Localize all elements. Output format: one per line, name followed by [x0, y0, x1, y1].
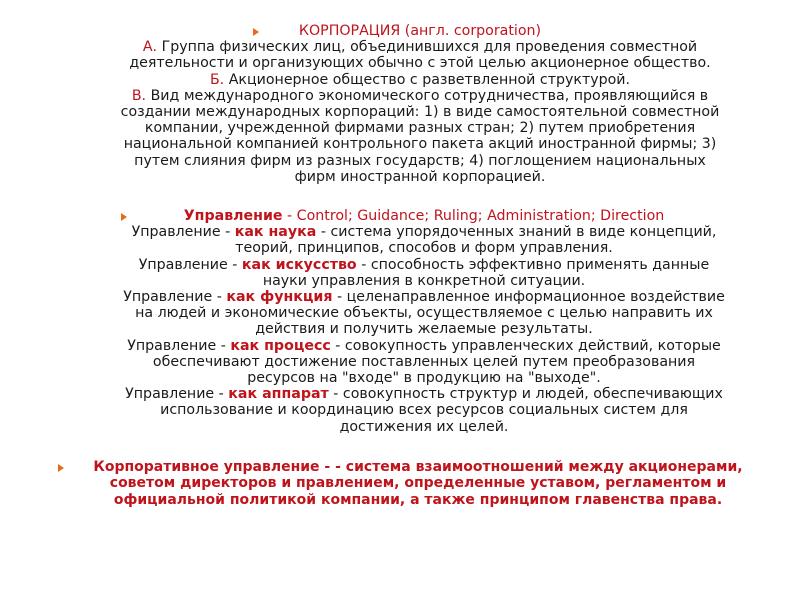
management-process-line3: ресурсов на "входе" в продукцию на "выходе". — [247, 370, 601, 387]
prefix: Управление - — [131, 224, 235, 241]
management-apparatus-line1 — [68, 386, 780, 402]
corporation-title-line — [70, 23, 770, 39]
management-title-line — [68, 208, 780, 224]
management-function-line2: на людей и экономические объекты, осуществляемое с целью направить их — [135, 305, 713, 322]
corporation-c-line4: национальной компанией контрольного пакета акций иностранной фирмы; 3) — [123, 136, 717, 153]
c-text-1: Вид международного экономического сотрудничества, проявляющийся в — [146, 87, 709, 104]
management-art-line1 — [68, 257, 780, 273]
governance-line1: Корпоративное управление - - система взаимоотношений между акционерами, — [93, 459, 743, 475]
process-text-1: - совокупность управленческих действий, которые — [330, 337, 721, 354]
key-science: как наука — [234, 224, 317, 241]
management-apparatus-line3: достижения их целей. — [339, 418, 509, 435]
corporation-origin: англ. corporation) — [410, 23, 542, 39]
management-science-line2: теорий, принципов, способов и форм управления. — [235, 240, 613, 257]
management-term: Управление — [183, 208, 283, 224]
corporation-c-line6: фирм иностранной корпорацией. — [294, 168, 546, 185]
corporation-b-line1 — [70, 72, 770, 88]
management-process-line1 — [68, 338, 780, 354]
prefix: Управление - — [125, 386, 229, 403]
prefix: Управление - — [127, 337, 231, 354]
key-apparatus: как аппарат — [228, 386, 329, 403]
corporation-c-line1 — [70, 88, 770, 104]
prefix: Управление - — [123, 289, 227, 306]
management-function-line1 — [68, 289, 780, 305]
key-function: как функция — [226, 289, 333, 306]
management-art-line2: науки управления в конкретной ситуации. — [262, 272, 586, 289]
b-text-1: Акционерное общество с разветвленной структурой. — [224, 71, 631, 88]
management-translation: - Control; Guidance; Ruling; Administration; Direction — [282, 208, 665, 224]
governance-line2: советом директоров и правлением, определенные уставом, регламентом и — [109, 475, 727, 492]
corporation-term: КОРПОРАЦИЯ ( — [298, 23, 411, 39]
definition-corporation — [70, 23, 770, 185]
management-apparatus-line2: использование и координацию всех ресурсов социальных систем для — [160, 402, 688, 419]
key-art: как искусство — [241, 256, 357, 273]
science-text-1: - система упорядоченных знаний в виде концепций, — [316, 224, 717, 241]
marker-a: А. — [142, 39, 158, 56]
bullet-arrow-icon — [58, 464, 64, 472]
marker-c: В. — [131, 87, 147, 104]
management-science-line1 — [68, 224, 780, 240]
corporation-c-line3: компании, учрежденной фирмами разных стран; 2) путем приобретения — [144, 120, 696, 137]
marker-b: Б. — [209, 71, 225, 88]
art-text-1: - способность эффективно применять данные — [356, 256, 710, 273]
prefix: Управление - — [138, 256, 242, 273]
corporation-a-line1 — [70, 39, 770, 55]
management-process-line2: обеспечивают достижение поставленных целей путем преобразования — [152, 353, 696, 370]
apparatus-text-1: - совокупность структур и людей, обеспечивающих — [328, 386, 723, 403]
management-function-line3: действия и получить желаемые результаты. — [255, 321, 593, 338]
corporation-c-line5: путем слияния фирм из разных государств; 4) поглощением национальных — [134, 152, 706, 169]
definition-management — [68, 208, 780, 435]
governance-line3: официальной политикой компании, а также принципом главенства права. — [113, 491, 723, 508]
key-process: как процесс — [230, 337, 331, 354]
corporation-a-line2: деятельности и организующих обычно с этой целью акционерное общество. — [129, 55, 711, 72]
corporation-c-line2: создании международных корпораций: 1) в виде самостоятельной совместной — [120, 104, 720, 121]
definition-corporate-governance — [66, 459, 770, 508]
function-text-1: - целенаправленное информационное воздействие — [332, 289, 725, 306]
a-text-1: Группа физических лиц, объединившихся для проведения совместной — [157, 39, 698, 56]
